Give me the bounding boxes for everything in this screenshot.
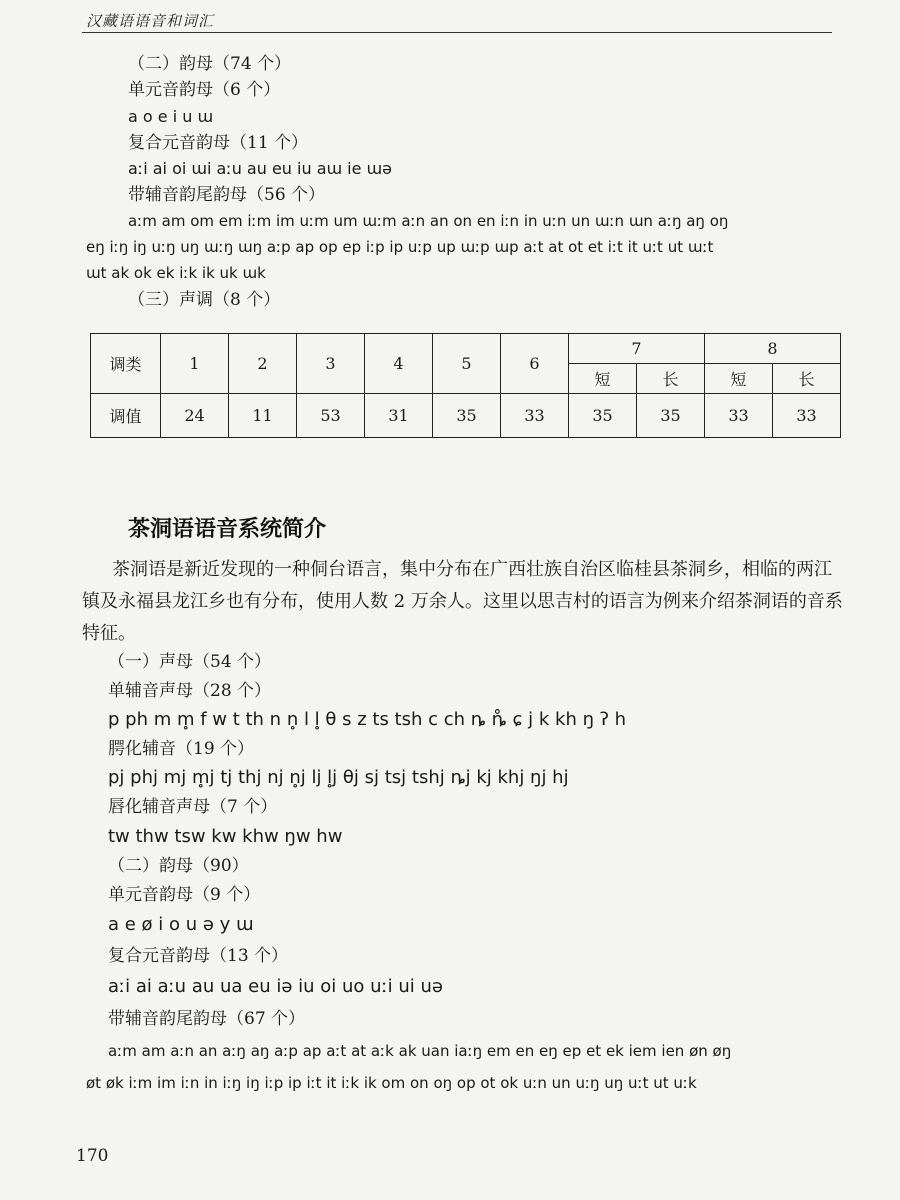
running-head: 汉藏语语音和词汇 <box>86 12 215 30</box>
tone-value-cell: 35 <box>569 394 637 438</box>
tone-value-label: 调值 <box>91 394 161 438</box>
single-initials-heading: 单辅音声母（28 个） <box>108 681 272 701</box>
palatal-heading: 腭化辅音（19 个） <box>108 739 255 759</box>
tone-value-cell: 33 <box>705 394 773 438</box>
tone-value-cell: 35 <box>637 394 705 438</box>
section-title: 茶洞语语音系统简介 <box>128 517 327 542</box>
coda-heading: 带辅音韵尾韵母（56 个） <box>128 185 326 205</box>
initials-heading: （一）声母（54 个） <box>108 652 272 672</box>
tone-sub-long: 长 <box>773 364 841 394</box>
header-rule <box>82 32 832 33</box>
diph2-list: aːi ai aːu au ua eu iə iu oi uo uːi ui uə <box>108 976 443 997</box>
tone-value-cell: 35 <box>433 394 501 438</box>
page-number: 170 <box>76 1146 109 1166</box>
single-initials-list: p ph m m̥ f w t th n n̥ l l̥ θ s z ts tsh c ch ȵ ȵ̊ ɕ j k kh ŋ ʔ h <box>108 709 627 730</box>
monophthong-heading: 单元音韵母（6 个） <box>128 80 281 100</box>
finals-heading: （二）韵母（74 个） <box>128 54 292 74</box>
coda-line-2: eŋ iːŋ iŋ uːŋ uŋ ɯːŋ ɯŋ aːp ap op ep iːp ip uːp up ɯːp ɯp aːt at ot et iːt it uːt ut ɯːt <box>86 238 714 256</box>
mono2-heading: 单元音韵母（9 个） <box>108 885 261 905</box>
tone-heading: （三）声调（8 个） <box>128 290 281 310</box>
intro-line-3: 特征。 <box>82 623 136 644</box>
tone-category-cell: 5 <box>433 334 501 394</box>
finals2-heading: （二）韵母（90） <box>108 856 249 876</box>
tone-category-cell: 3 <box>297 334 365 394</box>
tone-category-cell: 6 <box>501 334 569 394</box>
tone-sub-short: 短 <box>705 364 773 394</box>
coda2-line-1: aːm am aːn an aːŋ aŋ aːp ap aːt at aːk ak uan iaːŋ em en eŋ ep et ek iem ien øn øŋ <box>108 1042 732 1060</box>
tone-table <box>90 333 841 438</box>
tone-value-cell: 53 <box>297 394 365 438</box>
tone-sub-long: 长 <box>637 364 705 394</box>
tone-value-cell: 33 <box>501 394 569 438</box>
tone-category-cell: 8 <box>705 334 841 364</box>
tone-category-cell: 1 <box>161 334 229 394</box>
tone-category-label: 调类 <box>91 334 161 394</box>
coda2-heading: 带辅音韵尾韵母（67 个） <box>108 1009 306 1029</box>
coda-line-1: aːm am om em iːm im uːm um ɯːm aːn an on en iːn in uːn un ɯːn ɯn aːŋ aŋ oŋ <box>128 212 729 230</box>
tone-value-cell: 31 <box>365 394 433 438</box>
tone-value-cell: 11 <box>229 394 297 438</box>
diphthong-heading: 复合元音韵母（11 个） <box>128 133 309 153</box>
tone-sub-short: 短 <box>569 364 637 394</box>
intro-line-2: 镇及永福县龙江乡也有分布，使用人数 2 万余人。这里以思吉村的语言为例来介绍茶洞语的音系 <box>82 591 843 612</box>
coda2-line-2: øt øk iːm im iːn in iːŋ iŋ iːp ip iːt it iːk ik om on oŋ op ot ok uːn un uːŋ uŋ uːt ut uːk <box>86 1074 697 1092</box>
tone-category-cell: 4 <box>365 334 433 394</box>
mono2-list: a e ø i o u ə y ɯ <box>108 914 254 935</box>
diphthong-list: aːi ai oi ɯi aːu au eu iu aɯ ie ɯə <box>128 159 392 178</box>
tone-value-cell: 24 <box>161 394 229 438</box>
tone-category-cell: 2 <box>229 334 297 394</box>
diph2-heading: 复合元音韵母（13 个） <box>108 946 289 966</box>
monophthong-list: a o e i u ɯ <box>128 107 214 126</box>
intro-line-1: 茶洞语是新近发现的一种侗台语言，集中分布在广西壮族自治区临桂县茶洞乡，相临的两江 <box>112 559 832 580</box>
labial-heading: 唇化辅音声母（7 个） <box>108 797 278 817</box>
coda-line-3: ɯt ak ok ek iːk ik uk ɯk <box>86 264 266 282</box>
palatal-list: pj phj mj m̥j tj thj nj n̥j lj l̥j θj sj tsj tshj ȵj kj khj ŋj hj <box>108 767 569 788</box>
tone-category-cell: 7 <box>569 334 705 364</box>
tone-value-cell: 33 <box>773 394 841 438</box>
labial-list: tw thw tsw kw khw ŋw hw <box>108 826 343 847</box>
